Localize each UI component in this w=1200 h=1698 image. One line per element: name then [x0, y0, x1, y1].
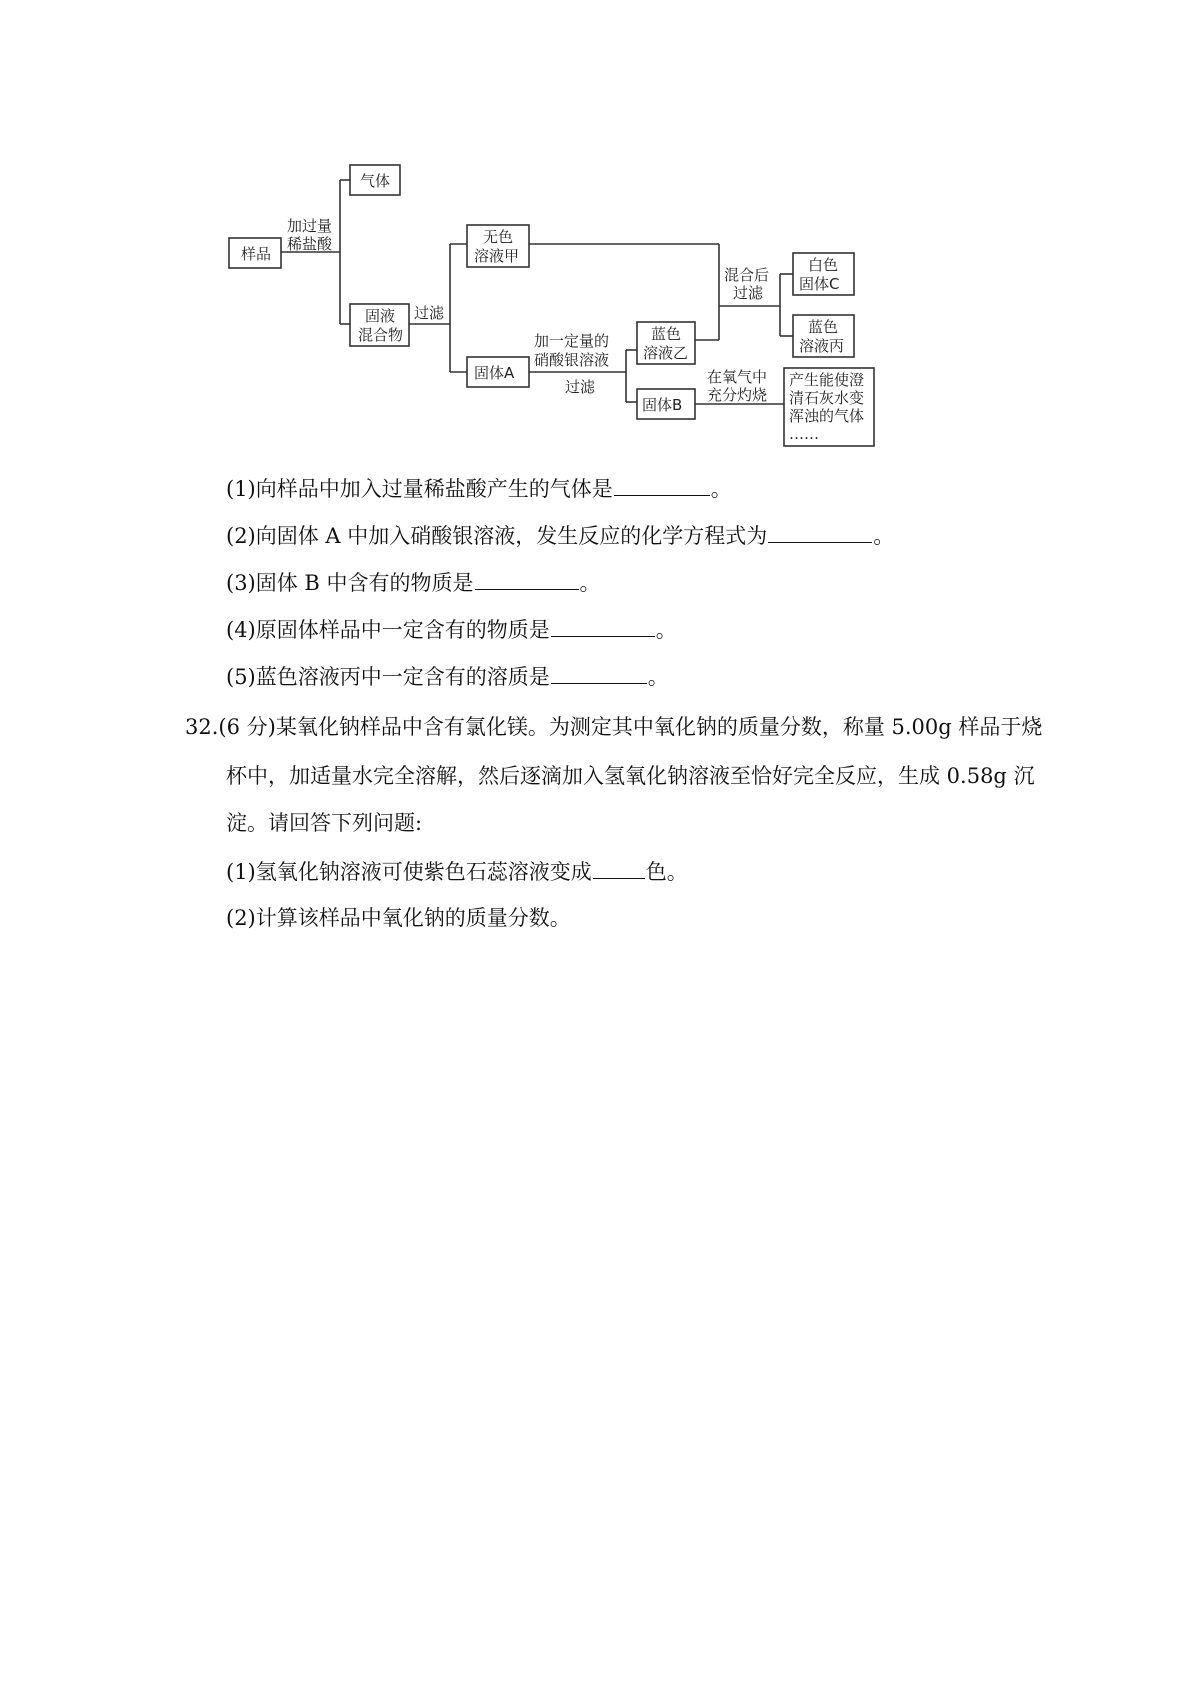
answer-blank[interactable]	[475, 567, 579, 590]
svg-text:白色: 白色	[808, 256, 839, 274]
question-31-3: (3)固体 B 中含有的物质是 。	[226, 567, 601, 598]
node-solid-b	[637, 389, 695, 419]
node-gas	[350, 165, 400, 195]
node-solid-a	[467, 357, 529, 387]
flowchart-diagram	[0, 0, 1200, 460]
node-mixture	[350, 304, 409, 346]
node-white-solid-c	[793, 253, 854, 295]
label-add-acid-2: 稀盐酸	[287, 235, 333, 253]
question-31-1: (1)向样品中加入过量稀盐酸产生的气体是 。	[226, 473, 732, 504]
svg-text:溶液甲: 溶液甲	[474, 247, 520, 265]
node-blue-solution-c	[793, 315, 854, 357]
svg-text:混合物: 混合物	[358, 326, 404, 344]
question-32-line-3: 淀。请回答下列问题:	[226, 811, 423, 835]
question-32-sub-1: (1)氢氧化钠溶液可使紫色石蕊溶液变成 色。	[226, 856, 688, 887]
svg-text:无色: 无色	[483, 228, 514, 246]
label-filter-1: 过滤	[414, 304, 445, 322]
node-result-gas	[784, 368, 874, 446]
question-31-5: (5)蓝色溶液丙中一定含有的溶质是 。	[226, 661, 669, 692]
svg-text:……: ……	[789, 425, 819, 443]
svg-text:清石灰水变: 清石灰水变	[789, 389, 865, 407]
svg-text:气体: 气体	[360, 172, 391, 190]
label-burn: 在氧气中	[707, 368, 768, 386]
svg-text:产生能使澄: 产生能使澄	[789, 371, 865, 389]
answer-blank[interactable]	[768, 520, 872, 543]
svg-text:蓝色: 蓝色	[808, 318, 839, 336]
label-mix-filter-2: 过滤	[733, 284, 764, 302]
svg-text:样品: 样品	[241, 245, 272, 263]
question-32-sub-2: (2)计算该样品中氧化钠的质量分数。	[226, 906, 571, 930]
label-burn-2: 充分灼烧	[707, 386, 768, 404]
node-blue-solution-b	[637, 322, 695, 364]
answer-blank[interactable]	[614, 473, 710, 496]
svg-text:固体B: 固体B	[642, 396, 683, 414]
svg-text:固液: 固液	[365, 307, 396, 325]
question-31-2: (2)向固体 A 中加入硝酸银溶液，发生反应的化学方程式为 。	[226, 520, 894, 551]
question-31-4: (4)原固体样品中一定含有的物质是 。	[226, 614, 677, 645]
label-silver-nitrate: 加一定量的	[534, 332, 610, 350]
svg-text:溶液乙: 溶液乙	[643, 344, 689, 362]
label-filter-2: 过滤	[565, 378, 596, 396]
question-32-line-2: 杯中，加适量水完全溶解，然后逐滴加入氢氧化钠溶液至恰好完全反应，生成 0.58g 沉	[226, 764, 1035, 788]
svg-text:固体A: 固体A	[474, 364, 515, 382]
svg-text:固体C: 固体C	[799, 275, 840, 293]
answer-blank[interactable]	[551, 661, 647, 684]
node-sample	[229, 238, 281, 268]
question-32-line-1: 32.(6 分)某氧化钠样品中含有氯化镁。为测定其中氧化钠的质量分数，称量 5.00g 样品于烧	[185, 715, 1043, 739]
answer-blank[interactable]	[551, 614, 655, 637]
label-add-acid: 加过量	[287, 217, 333, 235]
label-mix-filter: 混合后	[724, 266, 770, 284]
svg-text:浑浊的气体: 浑浊的气体	[789, 407, 865, 425]
label-silver-nitrate-2: 硝酸银溶液	[534, 351, 610, 369]
node-colorless-solution	[467, 225, 529, 267]
answer-blank[interactable]	[593, 856, 645, 879]
svg-text:溶液丙: 溶液丙	[799, 337, 845, 355]
svg-text:蓝色: 蓝色	[651, 325, 682, 343]
